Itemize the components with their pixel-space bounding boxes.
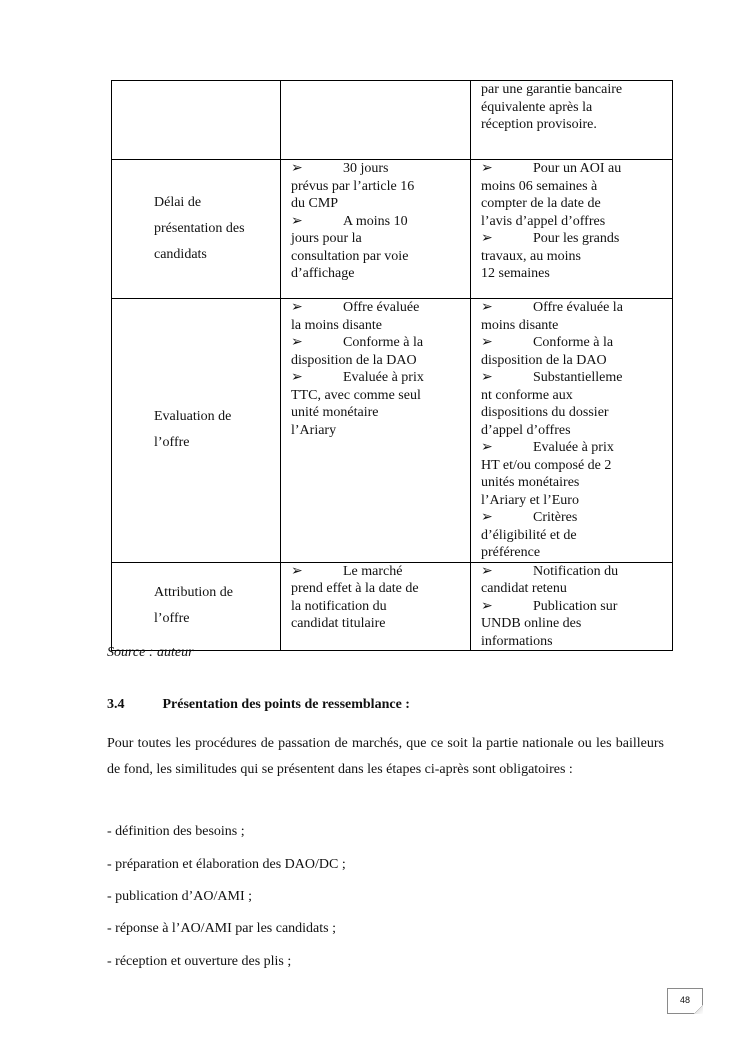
cell-text: informations xyxy=(481,633,553,649)
section-title: Présentation des points de ressemblance : xyxy=(162,697,410,712)
cell-text: 12 semaines xyxy=(481,266,550,281)
cell-text: candidat titulaire xyxy=(291,616,386,631)
table-body xyxy=(112,81,673,651)
text-line xyxy=(481,492,668,510)
row-label: Attribution de xyxy=(154,585,233,601)
cell-text: Conforme à la xyxy=(343,335,424,350)
text-line xyxy=(291,580,466,598)
cell-text: prévus par l’article 16 xyxy=(291,178,415,194)
bullet-line xyxy=(481,334,668,352)
body-paragraph: Pour toutes les procédures de passation de marchés, que ce soit la partie nationale ou les bailleurs de fond, les similitudes qui se présentent dans les étapes ci-après sont obligatoires : xyxy=(107,736,664,777)
text-line xyxy=(481,422,668,440)
cell-text: compter de la date de xyxy=(481,196,601,211)
row-label: Délai de xyxy=(154,195,202,210)
section-heading xyxy=(107,697,410,713)
comparison-table xyxy=(111,80,673,651)
cell-text: la notification du xyxy=(291,598,387,614)
arrow-bullet-icon: ➢ xyxy=(291,213,303,229)
text-line xyxy=(481,404,668,422)
cell-text: du CMP xyxy=(291,196,339,211)
arrow-bullet-icon: ➢ xyxy=(481,300,493,315)
text-line xyxy=(481,248,668,266)
national-cell xyxy=(281,299,471,563)
list-item: - réponse à l’AO/AMI par les candidats ; xyxy=(107,921,336,936)
text-line xyxy=(291,230,466,248)
cell-text: l’Ariary et l’Euro xyxy=(481,492,579,508)
text-line xyxy=(481,457,668,475)
text-line xyxy=(481,99,668,117)
cell-text: Le marché xyxy=(343,563,403,579)
table-source: Source : auteur xyxy=(107,645,194,660)
national-cell xyxy=(281,160,471,299)
table-row xyxy=(112,562,673,651)
arrow-bullet-icon: ➢ xyxy=(481,510,493,525)
text-line xyxy=(291,615,466,633)
arrow-bullet-icon: ➢ xyxy=(481,440,493,455)
cell-text: dispositions du dossier xyxy=(481,405,609,420)
bullet-line xyxy=(481,563,668,581)
table-row xyxy=(112,299,673,563)
bullet-line xyxy=(481,598,668,616)
table-row xyxy=(112,81,673,160)
cell-text: consultation par voie xyxy=(291,248,409,264)
bullet-line xyxy=(291,160,466,178)
bullet-line xyxy=(481,509,668,527)
arrow-bullet-icon: ➢ xyxy=(291,161,303,176)
cell-text: préférence xyxy=(481,545,541,560)
text-line xyxy=(481,387,668,405)
table-row xyxy=(112,160,673,299)
arrow-bullet-icon: ➢ xyxy=(481,563,493,579)
cell-text: UNDB online des xyxy=(481,616,582,631)
section-number: 3.4 xyxy=(107,697,125,712)
cell-text: d’appel d’offres xyxy=(481,422,571,438)
bullet-line xyxy=(481,369,668,387)
bullet-line xyxy=(291,213,466,231)
bullet-line xyxy=(481,299,668,317)
cell-text: disposition de la DAO xyxy=(291,352,417,368)
cell-text: prend effet à la date de xyxy=(291,581,419,596)
cell-text: par une garantie bancaire xyxy=(481,82,623,97)
national-cell xyxy=(281,81,471,160)
cell-text: équivalente après la xyxy=(481,99,593,115)
cell-text: Pour un AOI au xyxy=(533,161,622,176)
cell-text: candidat retenu xyxy=(481,581,567,596)
cell-text: unité monétaire xyxy=(291,405,379,420)
text-line xyxy=(291,248,466,266)
row-label: l’offre xyxy=(154,611,190,627)
row-label-cell xyxy=(112,160,281,299)
cell-text: A moins 10 xyxy=(343,213,408,229)
donor-cell xyxy=(471,562,673,651)
arrow-bullet-icon: ➢ xyxy=(481,598,493,614)
text-line xyxy=(481,615,668,633)
cell-text: la moins disante xyxy=(291,317,382,333)
text-line xyxy=(481,580,668,598)
donor-cell xyxy=(471,160,673,299)
text-line xyxy=(291,317,466,335)
cell-text: réception provisoire. xyxy=(481,117,597,132)
cell-text: Offre évaluée xyxy=(343,300,420,315)
text-line xyxy=(481,195,668,213)
donor-cell xyxy=(471,81,673,160)
cell-text: Notification du xyxy=(533,563,619,579)
cell-text: TTC, avec comme seul xyxy=(291,387,421,403)
text-line xyxy=(481,317,668,335)
bullet-line xyxy=(291,299,466,317)
row-label: candidats xyxy=(154,247,207,262)
text-line xyxy=(291,195,466,213)
text-line xyxy=(481,116,668,134)
text-line xyxy=(481,352,668,370)
text-line xyxy=(481,544,668,562)
page-number: 48 xyxy=(679,995,690,1005)
donor-cell xyxy=(471,299,673,563)
cell-text: Substantielleme xyxy=(533,370,623,385)
cell-text: Offre évaluée la xyxy=(533,300,623,315)
bullet-line xyxy=(481,439,668,457)
arrow-bullet-icon: ➢ xyxy=(291,335,303,350)
text-line xyxy=(481,81,668,99)
national-cell xyxy=(281,562,471,651)
row-label: l’offre xyxy=(154,435,190,451)
text-line xyxy=(291,352,466,370)
bullet-line xyxy=(481,160,668,178)
bullet-line xyxy=(481,230,668,248)
cell-text: Evaluée à prix xyxy=(343,370,424,385)
text-line xyxy=(291,387,466,405)
cell-text: l’Ariary xyxy=(291,422,337,438)
cell-text: Evaluée à prix xyxy=(533,440,614,455)
bullet-line xyxy=(291,334,466,352)
cell-text: 30 jours xyxy=(343,161,389,176)
cell-text: Pour les grands xyxy=(533,231,620,246)
text-line xyxy=(481,178,668,196)
cell-text: unités monétaires xyxy=(481,475,580,490)
arrow-bullet-icon: ➢ xyxy=(481,370,493,385)
text-line xyxy=(291,265,466,283)
page-number-box xyxy=(667,988,703,1014)
arrow-bullet-icon: ➢ xyxy=(291,370,303,385)
text-line xyxy=(481,527,668,545)
bullet-line xyxy=(291,369,466,387)
arrow-bullet-icon: ➢ xyxy=(481,335,493,350)
arrow-bullet-icon: ➢ xyxy=(291,563,303,579)
cell-text: moins 06 semaines à xyxy=(481,178,598,194)
cell-text: d’affichage xyxy=(291,266,355,281)
row-label-cell xyxy=(112,562,281,651)
row-label: présentation des xyxy=(154,221,245,236)
text-line xyxy=(481,633,668,651)
list-item: - publication d’AO/AMI ; xyxy=(107,889,253,904)
cell-text: travaux, au moins xyxy=(481,248,581,264)
cell-text: Publication sur xyxy=(533,598,618,614)
cell-text: l’avis d’appel d’offres xyxy=(481,213,606,229)
cell-text: HT et/ou composé de 2 xyxy=(481,457,612,473)
text-line xyxy=(291,178,466,196)
cell-text: moins disante xyxy=(481,317,559,333)
cell-text: d’éligibilité et de xyxy=(481,527,577,543)
cell-text: jours pour la xyxy=(291,231,362,246)
cell-text: disposition de la DAO xyxy=(481,352,607,368)
cell-text: Conforme à la xyxy=(533,335,614,350)
list-item: - réception et ouverture des plis ; xyxy=(107,954,292,969)
text-line xyxy=(291,422,466,440)
text-line xyxy=(481,474,668,492)
text-line xyxy=(481,265,668,283)
list-item: - définition des besoins ; xyxy=(107,824,245,839)
arrow-bullet-icon: ➢ xyxy=(481,161,493,176)
cell-text: nt conforme aux xyxy=(481,387,573,403)
text-line xyxy=(291,598,466,616)
text-line xyxy=(481,213,668,231)
row-label-cell xyxy=(112,299,281,563)
page-curl-icon xyxy=(694,1005,703,1014)
text-line xyxy=(291,404,466,422)
arrow-bullet-icon: ➢ xyxy=(291,300,303,315)
bullet-line xyxy=(291,563,466,581)
row-label: Evaluation de xyxy=(154,409,232,425)
row-label-cell xyxy=(112,81,281,160)
list-item: - préparation et élaboration des DAO/DC ; xyxy=(107,857,346,872)
arrow-bullet-icon: ➢ xyxy=(481,231,493,246)
cell-text: Critères xyxy=(533,510,578,525)
